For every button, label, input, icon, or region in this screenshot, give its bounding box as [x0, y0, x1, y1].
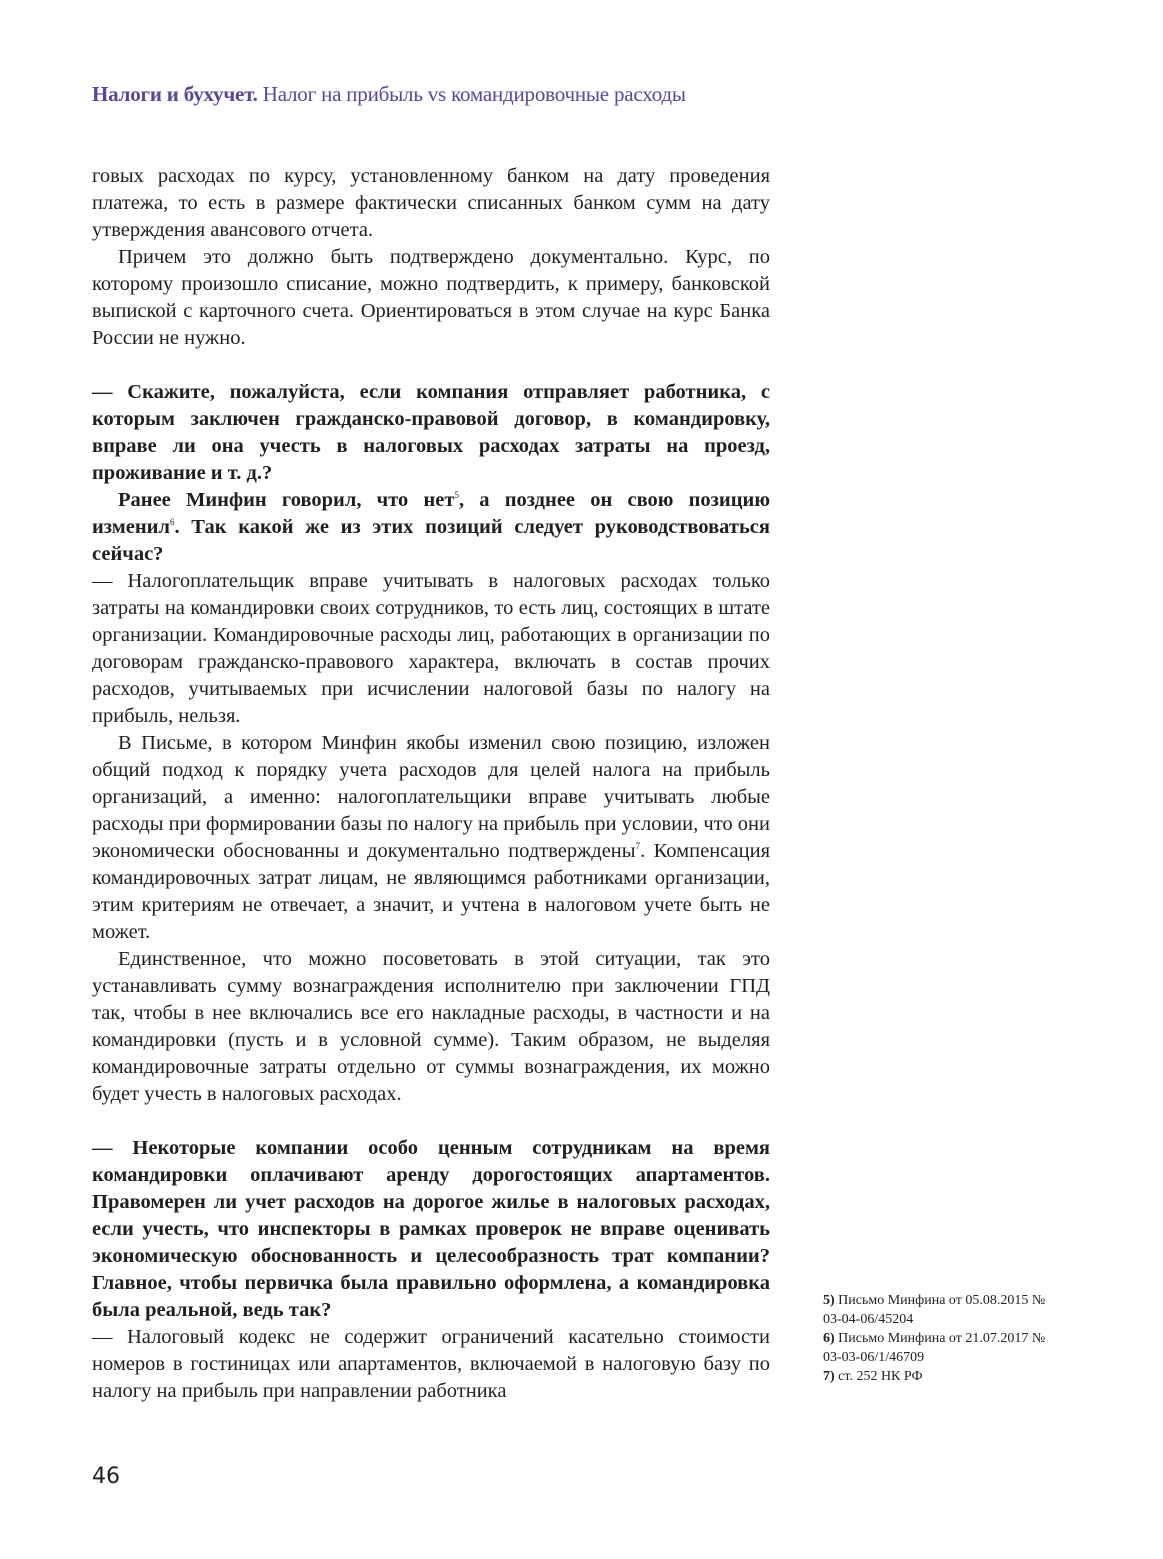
footnote-text: Письмо Минфина от 05.08.2015 № 03-04-06/45204: [823, 1293, 1046, 1327]
question-text: . Так какой же из этих позиций следует руководствоваться сейчас?: [92, 516, 770, 565]
answer-text: . Компенсация командировочных затрат лицам, не являющимся работниками организации, этим критериям не отвечает, а значит, и учтена в налоговом учете быть не может.: [92, 840, 771, 943]
question-text: Ранее Минфин говорил, что нет: [118, 489, 455, 511]
answer-paragraph: [92, 730, 770, 946]
footnote-ref-6[interactable]: 6: [169, 517, 175, 528]
article-title: Налог на прибыль vs командировочные расходы: [262, 82, 686, 106]
footnote-number: 7): [823, 1369, 835, 1384]
footnote-text: Письмо Минфина от 21.07.2017 № 03-03-06/1/46709: [823, 1331, 1046, 1365]
footnote-ref-5[interactable]: 5: [454, 490, 459, 501]
section-name: Налоги и бухучет.: [92, 82, 258, 106]
main-text-column: [92, 163, 770, 1405]
question: — Скажите, пожалуйста, если компания отправляет работника, с которым заключен гражданско-правовой договор, в командировку, вправе ли она учесть в налоговых расходах затраты на проезд, проживание и т. д.?: [92, 381, 770, 484]
answer: — Налогоплательщик вправе учитывать в налоговых расходах только затраты на командировки своих сотрудников, то есть лиц, состоящих в штате организации. Командировочные расходы лиц, работающих в организации по договорам гражданско-правового характера, включать в состав прочих расходов, учитываемых при исчислении налоговой базы по налогу на прибыль, нельзя.: [92, 570, 770, 727]
answer: — Налоговый кодекс не содержит ограничений касательно стоимости номеров в гостиницах или апартаментов, включаемой в налоговую базу по налогу на прибыль при направлении работника: [92, 1326, 770, 1402]
footnote-ref-7[interactable]: 7: [635, 841, 641, 852]
page-number: 46: [92, 1464, 120, 1489]
footnote-number: 6): [823, 1331, 835, 1346]
footnote-text: ст. 252 НК РФ: [838, 1369, 923, 1384]
question: — Некоторые компании особо ценным сотрудникам на время командировки оплачивают аренду дорогостоящих апартаментов. Правомерен ли учет расходов на дорогое жилье в налоговых расходах, если учесть, что инспекторы в рамках проверок не вправе оценивать экономическую обоснованность и целесообразность трат компании? Главное, чтобы первичка была правильно оформлена, а командировка была реальной, ведь так?: [92, 1137, 770, 1321]
footnote-7: [823, 1368, 1063, 1387]
answer-paragraph: Единственное, что можно посоветовать в этой ситуации, так это устанавливать сумму вознаграждения исполнителю при заключении ГПД так, чтобы в нее включались все его накладные расходы, в частности и на командировки (пусть и в условной сумме). Таким образом, не выделяя командировочные затраты отдельно от суммы вознаграждения, их можно будет учесть в налоговых расходах.: [92, 948, 770, 1105]
question-continuation: [92, 487, 770, 568]
footnotes: [823, 1292, 1063, 1388]
paragraph: Причем это должно быть подтверждено документально. Курс, по которому произошло списание, можно подтвердить, к примеру, банковской выпиской с карточного счета. Ориентироваться в этом случае на курс Банка России не нужно.: [92, 246, 770, 349]
footnote-6: [823, 1330, 1063, 1367]
footnote-number: 5): [823, 1293, 835, 1308]
running-header: [92, 82, 686, 107]
answer-text: В Письме, в котором Минфин якобы изменил свою позицию, изложен общий подход к порядку учета расходов для целей налога на прибыль организаций, а именно: налогоплательщики вправе учитывать любые расходы при формировании базы по налогу на прибыль при условии, что они экономически обоснованны и документально подтверждены: [92, 732, 770, 862]
footnote-5: [823, 1292, 1063, 1329]
question-text: , а позднее он свою позицию изменил: [92, 489, 770, 538]
paragraph: говых расходах по курсу, установленному банком на дату проведения платежа, то есть в размере фактически списанных банком сумм на дату утверждения авансового отчета.: [92, 165, 770, 241]
